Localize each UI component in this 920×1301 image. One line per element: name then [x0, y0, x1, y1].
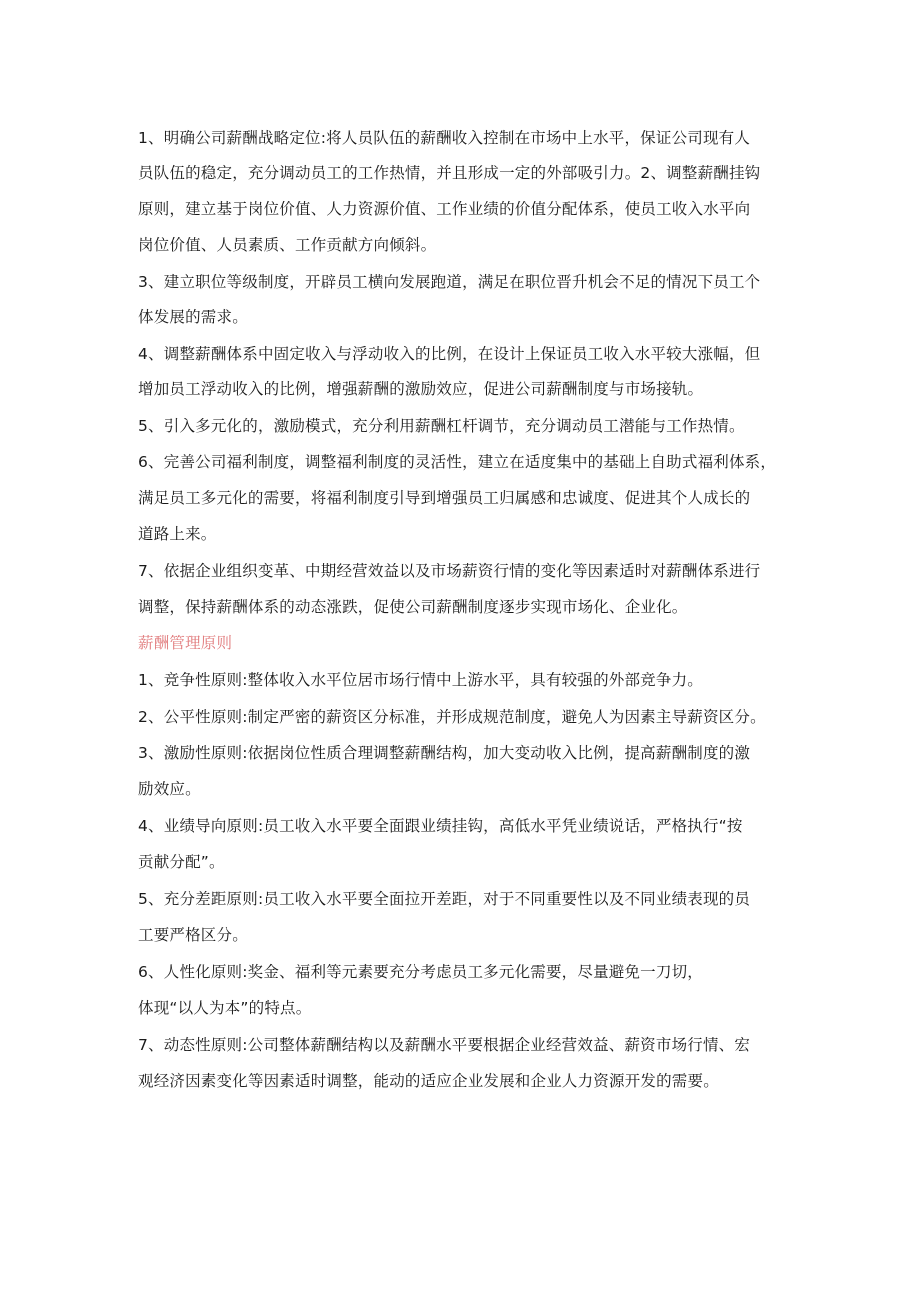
text-line: 贡献分配”。 — [138, 853, 225, 871]
text-line: 1、竞争性原则:整体收入水平位居市场行情中上游水平，具有较强的外部竞争力。 — [138, 671, 703, 689]
text-line: 调整，保持薪酬体系的动态涨跌，促使公司薪酬制度逐步实现市场化、企业化。 — [138, 598, 688, 616]
text-line: 观经济因素变化等因素适时调整，能动的适应企业发展和企业人力资源开发的需要。 — [138, 1072, 719, 1090]
text-line: 7、动态性原则:公司整体薪酬结构以及薪酬水平要根据企业经营效益、薪资市场行情、宏 — [138, 1036, 751, 1054]
text-line: 体现“以人为本”的特点。 — [138, 999, 312, 1017]
text-line: 3、建立职位等级制度，开辟员工横向发展跑道，满足在职位晋升机会不足的情况下员工个 — [138, 273, 761, 291]
text-line: 励效应。 — [138, 780, 201, 798]
text-line: 增加员工浮动收入的比例，增强薪酬的激励效应，促进公司薪酬制度与市场接轨。 — [138, 380, 704, 398]
section-heading: 薪酬管理原则 — [138, 634, 233, 652]
text-line: 岗位价值、人员素质、工作贡献方向倾斜。 — [138, 236, 437, 254]
text-line: 道路上来。 — [138, 525, 217, 543]
text-line: 员队伍的稳定，充分调动员工的工作热情，并且形成一定的外部吸引力。2、调整薪酬挂钩 — [138, 164, 761, 182]
text-line: 体发展的需求。 — [138, 308, 248, 326]
text-line: 5、充分差距原则:员工收入水平要全面拉开差距，对于不同重要性以及不同业绩表现的员 — [138, 890, 751, 908]
text-line: 2、公平性原则:制定严密的薪资区分标准，并形成规范制度，避免人为因素主导薪资区分。 — [138, 708, 766, 726]
text-line: 5、引入多元化的，激励模式，充分利用薪酬杠杆调节，充分调动员工潜能与工作热情。 — [138, 417, 745, 435]
text-line: 6、人性化原则:奖金、福利等元素要充分考虑员工多元化需要，尽量避免一刀切， — [138, 963, 703, 981]
text-line: 工要严格区分。 — [138, 926, 248, 944]
text-line: 6、完善公司福利制度，调整福利制度的灵活性，建立在适度集中的基础上自助式福利体系， — [138, 453, 777, 471]
text-line: 满足员工多元化的需要，将福利制度引导到增强员工归属感和忠诚度、促进其个人成长的 — [138, 489, 751, 507]
text-line: 4、调整薪酬体系中固定收入与浮动收入的比例，在设计上保证员工收入水平较大涨幅，但 — [138, 345, 761, 363]
text-line: 7、依据企业组织变革、中期经营效益以及市场薪资行情的变化等因素适时对薪酬体系进行 — [138, 562, 761, 580]
text-line: 1、明确公司薪酬战略定位:将人员队伍的薪酬收入控制在市场中上水平，保证公司现有人 — [138, 129, 751, 147]
text-line: 原则，建立基于岗位价值、人力资源价值、工作业绩的价值分配体系，使员工收入水平向 — [138, 200, 751, 218]
text-line: 4、业绩导向原则:员工收入水平要全面跟业绩挂钩，高低水平凭业绩说话，严格执行“按 — [138, 817, 743, 835]
text-line: 3、激励性原则:依据岗位性质合理调整薪酬结构，加大变动收入比例，提高薪酬制度的激 — [138, 744, 751, 762]
